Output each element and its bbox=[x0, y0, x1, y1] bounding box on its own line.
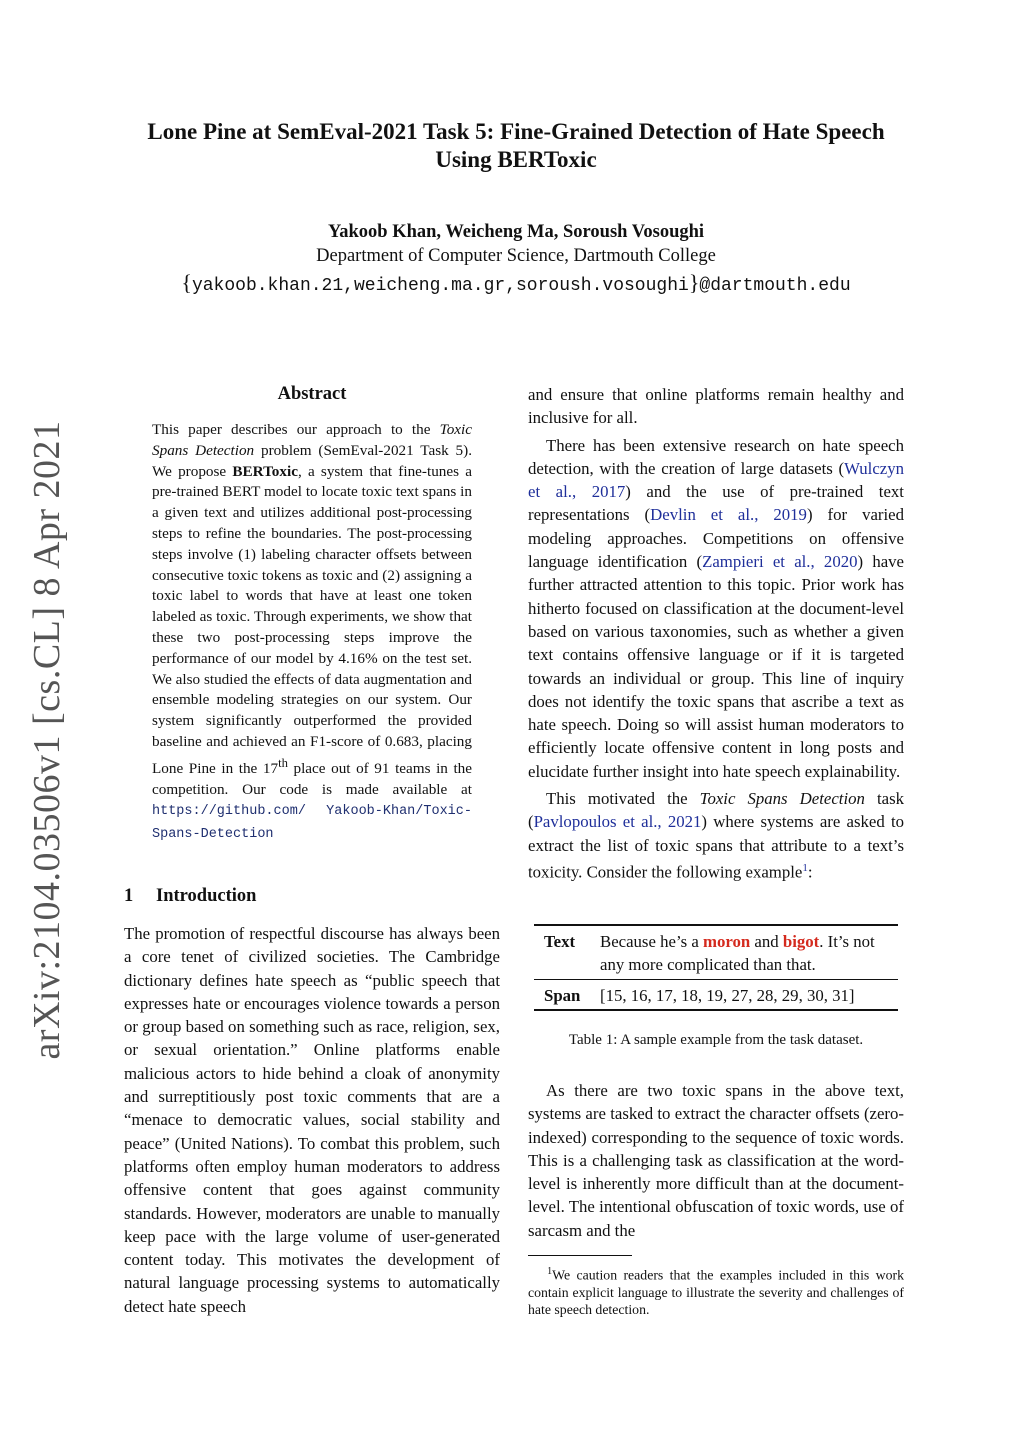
email-domain: @dartmouth.edu bbox=[699, 276, 851, 296]
footnote bbox=[528, 1263, 904, 1319]
abstract-heading: Abstract bbox=[277, 384, 347, 404]
abstract-rank-suffix: th bbox=[278, 755, 288, 770]
example-table bbox=[534, 924, 898, 1011]
email-brace-close: } bbox=[688, 270, 700, 295]
email-users: yakoob.khan.21,weicheng.ma.gr,soroush.vosoughi bbox=[191, 276, 689, 296]
introduction-right-column-lower bbox=[528, 1079, 904, 1242]
introduction-right-column bbox=[528, 383, 904, 884]
task-name: Toxic Spans Detection bbox=[699, 789, 865, 809]
intro-paragraph-challenge: As there are two toxic spans in the above text, systems are tasked to extract the character offsets (zero-indexed) corresponding to the sequence of toxic words. This is a challenging task as classification at the word-level is inherently more difficult than at the document-level. The intentional obfuscation of toxic words, use of sarcasm and the bbox=[528, 1081, 904, 1240]
citation-link[interactable]: Wulczyn et al., 2017 bbox=[528, 458, 904, 502]
example-text: and bbox=[750, 932, 783, 951]
example-text: Because he’s a bbox=[600, 932, 703, 951]
section-title: Introduction bbox=[156, 886, 257, 906]
para-text: task ( bbox=[528, 789, 904, 832]
footnote-divider bbox=[528, 1255, 632, 1256]
citation-link[interactable]: Devlin et al., 2019 bbox=[650, 505, 807, 525]
example-text: . It’s not any more complicated than that. bbox=[600, 932, 875, 975]
citation-link[interactable]: Pavlopoulos et al., 2021 bbox=[533, 812, 702, 832]
abstract-text: , a system that fine-tunes a pre-trained BERT model to locate toxic text spans in a given text and utilizes additional post-processing steps to refine the boundaries. The post-processing steps involve (1) labeling character offsets between consecutive toxic tokens as toxic and (2) assigning a toxic label to words that have at least one token labeled as toxic. Through experiments, we show that these two post-processing steps improve the performance of our model by 4.16% on the test set. We also studied the effects of data augmentation and ensemble modeling strategies on our system. Our system significantly outperformed the provided baseline and achieved an F1-score of 0.683, placing Lone Pine in the 17 bbox=[152, 462, 472, 777]
para-text: There has been extensive research on hate speech detection, with the creation of large datasets ( bbox=[528, 435, 904, 478]
email-line bbox=[120, 270, 912, 296]
para-text: : bbox=[807, 862, 813, 882]
toxic-word: moron bbox=[702, 932, 751, 951]
intro-paragraph-cont: and ensure that online platforms remain healthy and inclusive for all. bbox=[528, 385, 904, 428]
para-text: This motivated the bbox=[546, 789, 700, 809]
row-value: [15, 16, 17, 18, 19, 27, 28, 29, 30, 31] bbox=[600, 985, 855, 1005]
para-text: ) and the use of pre-trained text representations ( bbox=[528, 482, 904, 525]
intro-paragraph: The promotion of respectful discourse has always been a core tenet of civilized societies. The Cambridge dictionary defines hate speech as “public speech that expresses hate or encourages violence towards a person or group based on something such as race, religion, sex, or sexual orientation.” Online platforms enable malicious actors to hide behind a cloak of anonymity and surreptitiously post toxic comments that are a “menace to democratic values, social stability and peace” (United Nations). To combat this problem, such platforms often employ human moderators to address offensive content that goes against community standards. However, moderators are unable to manually keep pace with the large volume of user-generated content today. This motivates the development of natural language processing systems to automatically detect hate speech bbox=[124, 924, 500, 1316]
abstract-text: place out of 91 teams in the competition. Our code is made available at bbox=[152, 759, 473, 798]
abstract-body bbox=[152, 420, 472, 846]
arxiv-identifier: arXiv:2104.03506v1 [cs.CL] 8 Apr 2021 bbox=[26, 420, 68, 1060]
introduction-left-column bbox=[124, 922, 500, 1318]
para-text: ) have further attracted attention to this topic. Prior work has hitherto focused on classification at the document-level based on various taxonomies, such as whether a given text contains offensive language or if it is targeted towards an individual or group. This line of inquiry does not identify the toxic spans that ascribe a text as hate speech. Doing so will assist human moderators to efficiently locate offensive content in long posts and elucidate further insight into hate speech explainability. bbox=[528, 552, 905, 781]
footnote-ref-link[interactable]: 1 bbox=[802, 861, 808, 874]
authors: Yakoob Khan, Weicheng Ma, Soroush Vosoughi bbox=[327, 222, 705, 242]
para-text: ) for varied modeling approaches. Competitions on offensive language identification ( bbox=[528, 505, 904, 572]
table-row-text bbox=[534, 926, 898, 979]
paper-title: Lone Pine at SemEval-2021 Task 5: Fine-Grained Detection of Hate Speech Using BERToxic bbox=[147, 119, 885, 172]
footnote-mark: 1 bbox=[547, 1266, 553, 1277]
table-caption: Table 1: A sample example from the task dataset. bbox=[568, 1032, 864, 1048]
abstract-text: problem (SemEval-2021 Task 5). We propose bbox=[152, 441, 473, 480]
footnote-text: We caution readers that the examples included in this work contain explicit language to illustrate the severity and challenges of hate speech detection. bbox=[528, 1267, 904, 1318]
row-label: Text bbox=[544, 932, 576, 951]
toxic-word: bigot bbox=[782, 932, 820, 951]
citation-link[interactable]: Zampieri et al., 2020 bbox=[702, 552, 858, 572]
abstract-system-name: BERToxic bbox=[232, 462, 298, 480]
section-heading bbox=[124, 886, 500, 907]
row-value bbox=[600, 930, 898, 977]
para-text: ) where systems are asked to extract the list of toxic spans that attribute to a text’s toxicity. Consider the following example bbox=[528, 812, 905, 882]
abstract-task-name: Toxic Spans Detection bbox=[152, 421, 472, 459]
code-url-link[interactable]: https://github.com/ Yakoob-Khan/Toxic-Spans-Detection bbox=[152, 804, 472, 843]
intro-paragraph-related-work bbox=[528, 434, 904, 783]
email-brace-open: { bbox=[181, 270, 192, 295]
section-number: 1 bbox=[124, 886, 134, 906]
affiliation: Department of Computer Science, Dartmouth College bbox=[316, 246, 716, 266]
row-label: Span bbox=[544, 985, 581, 1005]
table-row-span bbox=[534, 979, 898, 1009]
abstract-text: This paper describes our approach to the bbox=[152, 421, 440, 438]
intro-paragraph-task bbox=[528, 787, 904, 884]
